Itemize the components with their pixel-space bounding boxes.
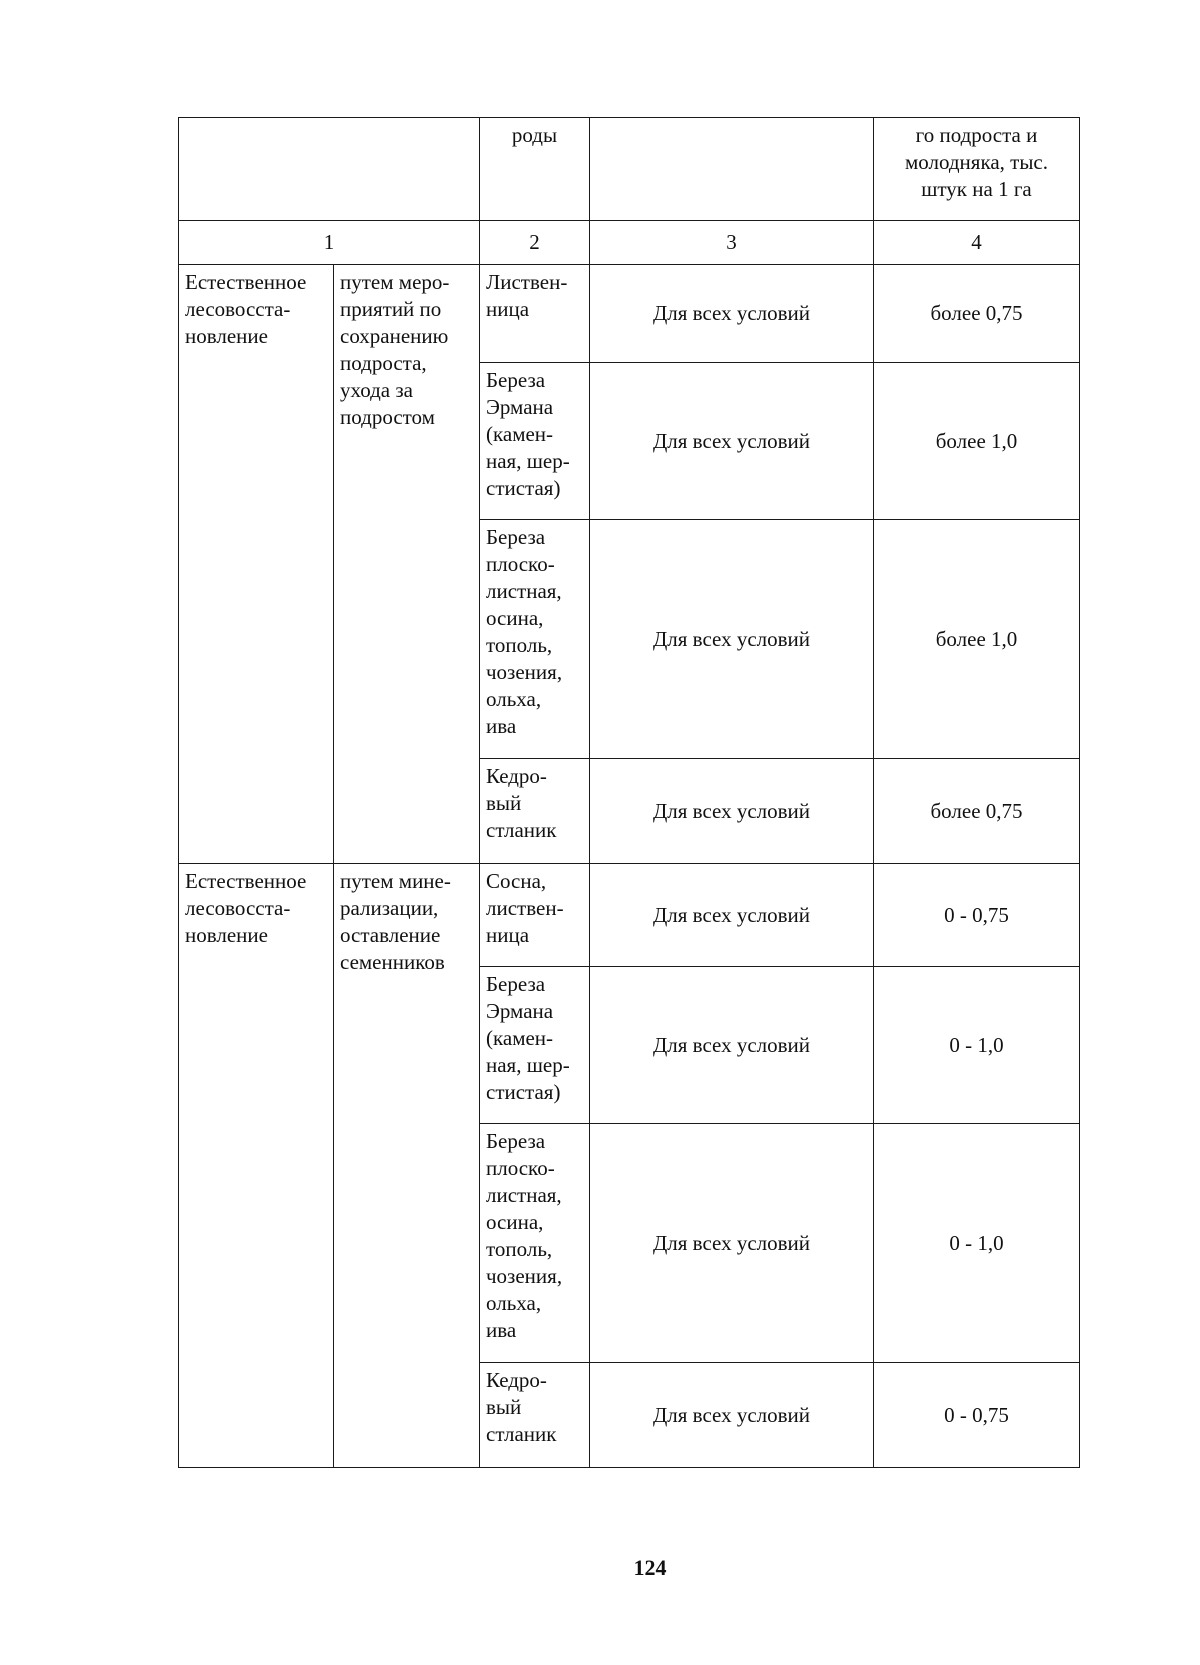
species-cell: Береза Эрмана (камен- ная, шер- стистая) xyxy=(480,967,590,1124)
regeneration-method-cell: Естественное лесовосста- новление xyxy=(179,864,334,1468)
species-cell: Кедро- вый стланик xyxy=(480,759,590,864)
density-cell: 0 - 1,0 xyxy=(874,967,1080,1124)
conditions-cell: Для всех условий xyxy=(590,759,874,864)
regeneration-type-cell: путем мине- рализации, оставление семенников xyxy=(334,864,480,1468)
column-number-2: 2 xyxy=(480,221,590,265)
table-row xyxy=(179,864,1080,967)
density-cell: 0 - 1,0 xyxy=(874,1124,1080,1363)
species-cell: Береза Эрмана (камен- ная, шер- стистая) xyxy=(480,363,590,520)
conditions-cell: Для всех условий xyxy=(590,967,874,1124)
conditions-cell: Для всех условий xyxy=(590,520,874,759)
density-cell: более 1,0 xyxy=(874,520,1080,759)
forest-regeneration-table xyxy=(178,117,1080,1468)
header-cell-density: го подроста и молодняка, тыс. штук на 1 га xyxy=(874,118,1080,221)
header-continuation-row xyxy=(179,118,1080,221)
species-cell: Береза плоско- листная, осина, тополь, чозения, ольха, ива xyxy=(480,520,590,759)
species-cell: Листвен- ница xyxy=(480,265,590,363)
table-row xyxy=(179,265,1080,363)
conditions-cell: Для всех условий xyxy=(590,265,874,363)
column-number-4: 4 xyxy=(874,221,1080,265)
density-cell: более 1,0 xyxy=(874,363,1080,520)
header-cell-conditions xyxy=(590,118,874,221)
column-number-3: 3 xyxy=(590,221,874,265)
regeneration-type-cell: путем меро- приятий по сохранению подроста, ухода за подростом xyxy=(334,265,480,864)
header-cell-species: роды xyxy=(480,118,590,221)
header-cell-1 xyxy=(179,118,480,221)
conditions-cell: Для всех условий xyxy=(590,1124,874,1363)
column-number-row xyxy=(179,221,1080,265)
density-cell: более 0,75 xyxy=(874,265,1080,363)
density-cell: 0 - 0,75 xyxy=(874,1363,1080,1468)
species-cell: Береза плоско- листная, осина, тополь, чозения, ольха, ива xyxy=(480,1124,590,1363)
density-cell: 0 - 0,75 xyxy=(874,864,1080,967)
species-cell: Сосна, листвен- ница xyxy=(480,864,590,967)
species-cell: Кедро- вый стланик xyxy=(480,1363,590,1468)
regeneration-method-cell: Естественное лесовосста- новление xyxy=(179,265,334,864)
column-number-1: 1 xyxy=(179,221,480,265)
density-cell: более 0,75 xyxy=(874,759,1080,864)
page-number: 124 xyxy=(633,1555,667,1580)
conditions-cell: Для всех условий xyxy=(590,1363,874,1468)
conditions-cell: Для всех условий xyxy=(590,363,874,520)
conditions-cell: Для всех условий xyxy=(590,864,874,967)
